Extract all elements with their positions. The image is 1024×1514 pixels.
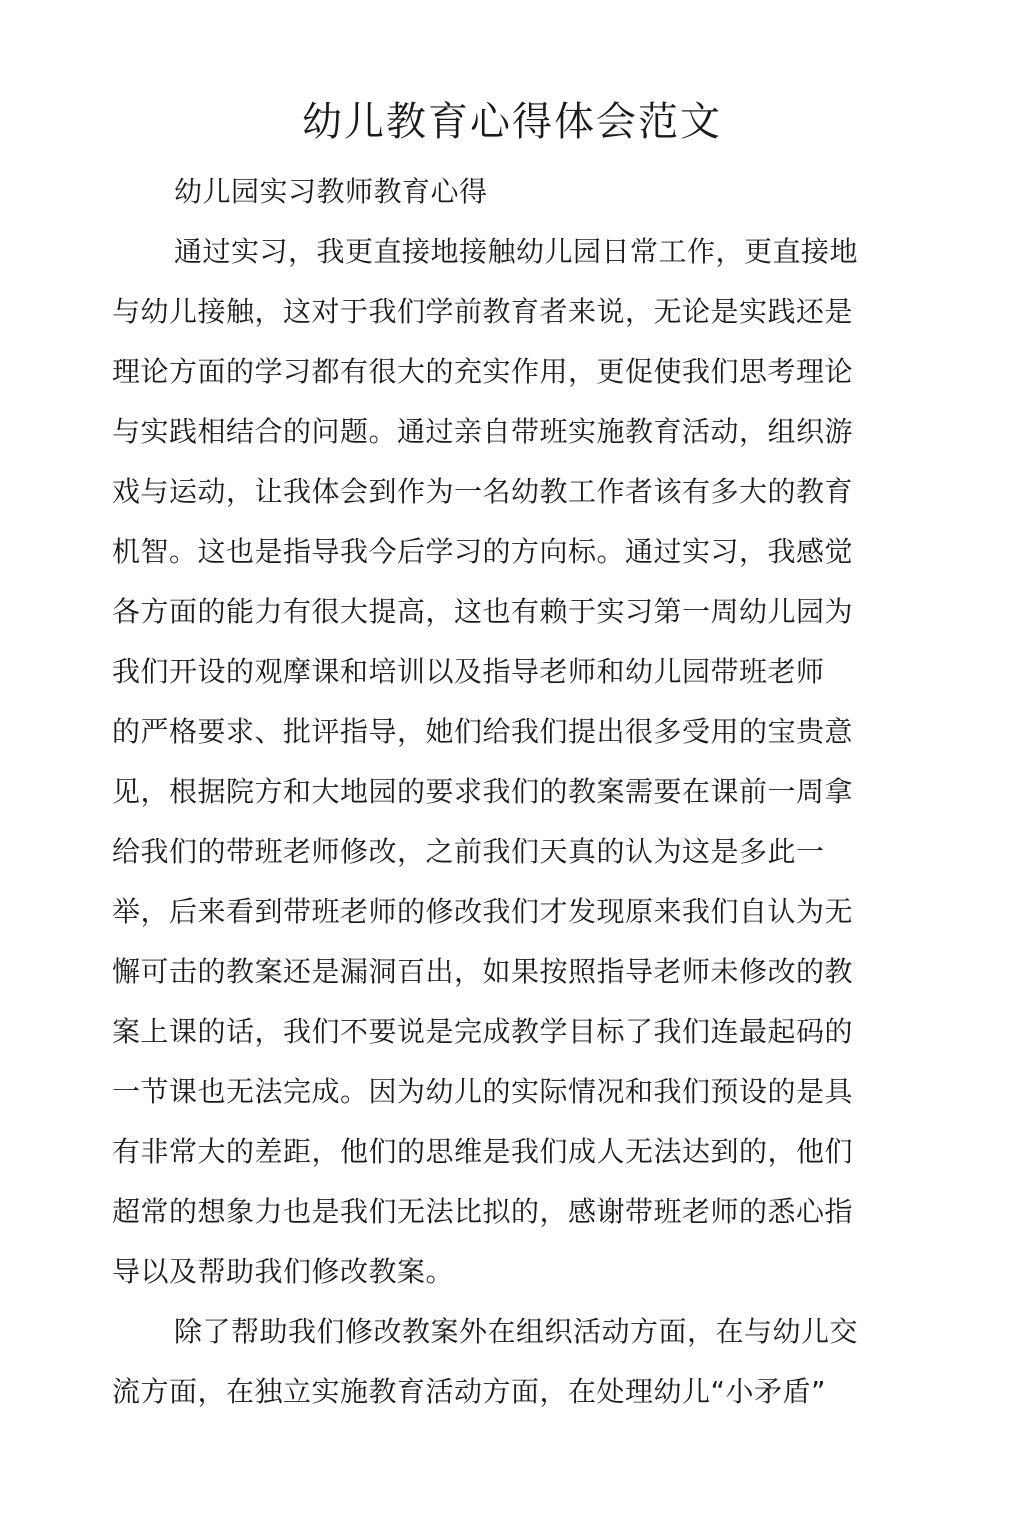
paragraph-line: 机智。这也是指导我今后学习的方向标。通过实习，我感觉 bbox=[112, 535, 854, 568]
paragraph-line: 举，后来看到带班老师的修改我们才发现原来我们自认为无 bbox=[112, 895, 854, 928]
document-title: 幼儿教育心得体会范文 bbox=[302, 99, 722, 145]
paragraph-line: 与幼儿接触，这对于我们学前教育者来说，无论是实践还是 bbox=[112, 295, 854, 328]
paragraph-line: 的严格要求、批评指导，她们给我们提出很多受用的宝贵意 bbox=[112, 715, 854, 748]
paragraph-line: 超常的想象力也是我们无法比拟的，感谢带班老师的悉心指 bbox=[112, 1195, 854, 1228]
paragraph-line: 导以及帮助我们修改教案。 bbox=[112, 1255, 455, 1288]
paragraph-line: 给我们的带班老师修改，之前我们天真的认为这是多此一 bbox=[112, 835, 825, 868]
paragraph-line: 理论方面的学习都有很大的充实作用，更促使我们思考理论 bbox=[112, 355, 854, 388]
document-subtitle: 幼儿园实习教师教育心得 bbox=[174, 175, 488, 208]
paragraph-line: 案上课的话，我们不要说是完成教学目标了我们连最起码的 bbox=[112, 1015, 854, 1048]
paragraph-line: 通过实习，我更直接地接触幼儿园日常工作，更直接地 bbox=[174, 235, 859, 268]
paragraph-line: 除了帮助我们修改教案外在组织活动方面，在与幼儿交 bbox=[174, 1315, 859, 1348]
paragraph-line: 戏与运动，让我体会到作为一名幼教工作者该有多大的教育 bbox=[112, 475, 854, 508]
paragraph-line: 我们开设的观摩课和培训以及指导老师和幼儿园带班老师 bbox=[112, 655, 825, 688]
paragraph-line: 各方面的能力有很大提高，这也有赖于实习第一周幼儿园为 bbox=[112, 595, 854, 628]
paragraph-line: 见，根据院方和大地园的要求我们的教案需要在课前一周拿 bbox=[112, 775, 854, 808]
paragraph-line: 有非常大的差距，他们的思维是我们成人无法达到的，他们 bbox=[112, 1135, 854, 1168]
paragraph-line: 与实践相结合的问题。通过亲自带班实施教育活动，组织游 bbox=[112, 415, 854, 448]
paragraph-line: 一节课也无法完成。因为幼儿的实际情况和我们预设的是具 bbox=[112, 1075, 854, 1108]
paragraph-line: 懈可击的教案还是漏洞百出，如果按照指导老师未修改的教 bbox=[112, 955, 854, 988]
paragraph-line: 流方面，在独立实施教育活动方面，在处理幼儿“小矛盾” bbox=[112, 1375, 827, 1408]
